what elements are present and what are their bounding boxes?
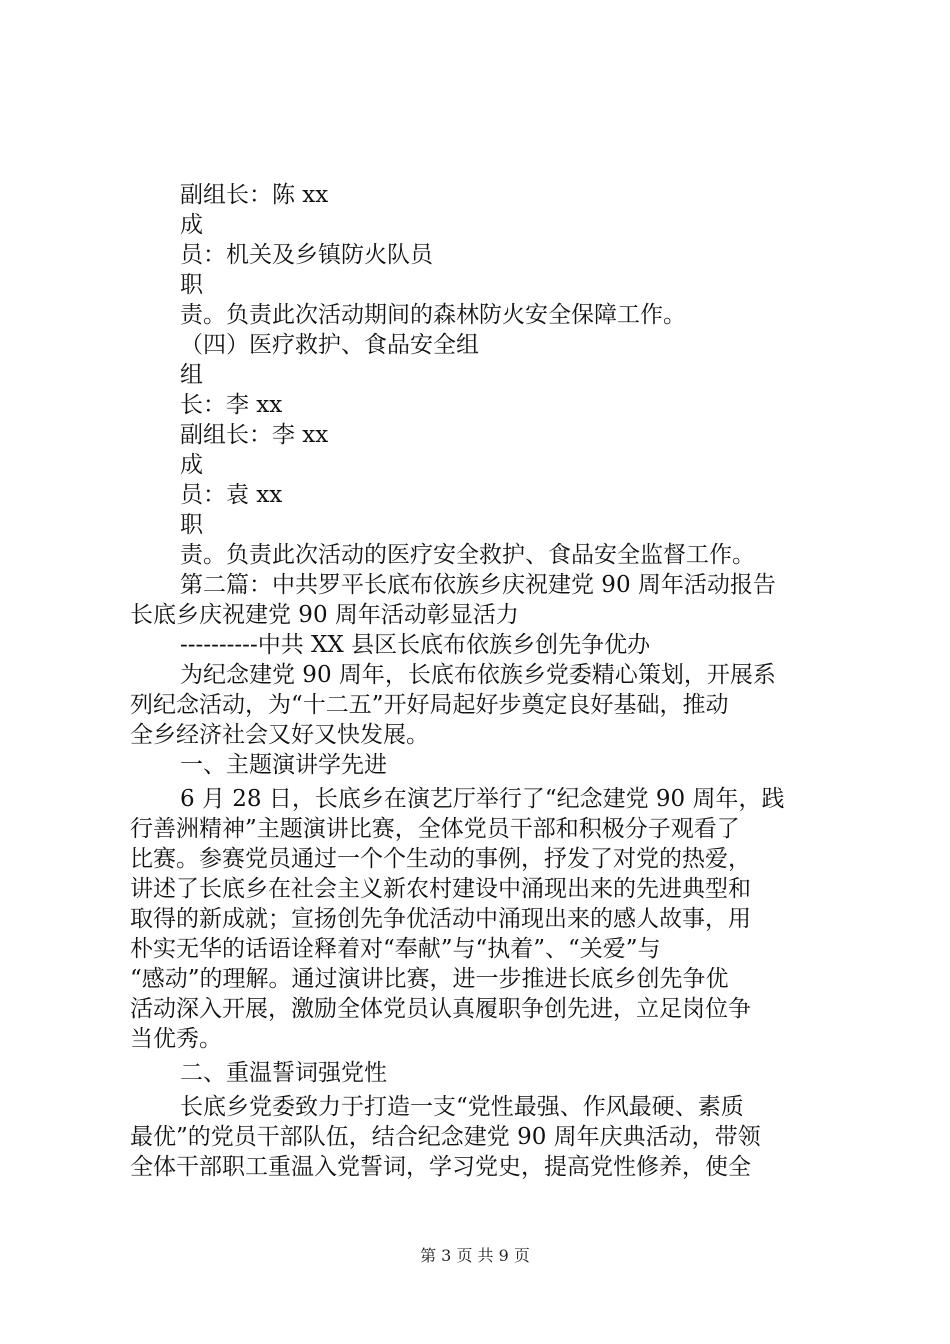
paragraph-line: 活动深入开展，激励全体党员认真履职争创先进，立足岗位争 [130, 996, 751, 1022]
text-line: 职 [180, 512, 203, 538]
paragraph-line: 为纪念建党 90 周年，长底布依族乡党委精心策划，开展系 [180, 662, 776, 688]
paragraph-line: 取得的新成就；宣扬创先争优活动中涌现出来的感人故事，用 [130, 906, 751, 932]
paragraph-line: 行善洲精神”主题演讲比赛，全体党员干部和积极分子观看了 [130, 816, 740, 842]
section-heading: 一、主题演讲学先进 [180, 752, 387, 778]
text-line: 长：李 xx [180, 392, 283, 418]
section-heading: 二、重温誓词强党性 [180, 1060, 387, 1086]
chapter-title: 第二篇：中共罗平长底布依族乡庆祝建党 90 周年活动报告 [180, 572, 776, 598]
section-heading: （四）医疗救护、食品安全组 [180, 332, 479, 358]
text-line: 副组长：李 xx [180, 422, 329, 448]
paragraph-line: 朴实无华的话语诠释着对“奉献”与“执着”、“关爱”与 [130, 936, 661, 962]
text-line: 成 [180, 212, 203, 238]
article-byline: ----------中共 XX 县区长底布依族乡创先争优办 [180, 632, 651, 658]
paragraph-line: 全体干部职工重温入党誓词，学习党史，提高党性修养，使全 [130, 1154, 751, 1180]
text-line: 成 [180, 452, 203, 478]
article-title: 长底乡庆祝建党 90 周年活动彰显活力 [130, 602, 519, 628]
text-line: 责。负责此次活动期间的森林防火安全保障工作。 [180, 302, 686, 328]
paragraph-line: 当优秀。 [130, 1026, 222, 1052]
text-line: 员：机关及乡镇防火队员 [180, 242, 433, 268]
paragraph-line: “感动”的理解。通过演讲比赛，进一步推进长底乡创先争优 [130, 966, 729, 992]
paragraph-line: 全乡经济社会又好又快发展。 [130, 722, 429, 748]
text-line: 组 [180, 362, 203, 388]
text-line: 员：袁 xx [180, 482, 283, 508]
text-line: 副组长：陈 xx [180, 182, 329, 208]
paragraph-line: 比赛。参赛党员通过一个个生动的事例，抒发了对党的热爱， [130, 846, 751, 872]
paragraph-line: 最优”的党员干部队伍，结合纪念建党 90 周年庆典活动，带领 [130, 1124, 761, 1150]
page-footer: 第 3 页 共 9 页 [420, 1246, 530, 1265]
paragraph-line: 讲述了长底乡在社会主义新农村建设中涌现出来的先进典型和 [130, 876, 751, 902]
text-line: 责。负责此次活动的医疗安全救护、食品安全监督工作。 [180, 542, 755, 568]
paragraph-line: 列纪念活动，为“十二五”开好局起好步奠定良好基础，推动 [130, 692, 729, 718]
paragraph-line: 6 月 28 日，长底乡在演艺厅举行了“纪念建党 90 周年，践 [180, 786, 785, 812]
paragraph-line: 长底乡党委致力于打造一支“党性最强、作风最硬、素质 [180, 1094, 744, 1120]
text-line: 职 [180, 272, 203, 298]
